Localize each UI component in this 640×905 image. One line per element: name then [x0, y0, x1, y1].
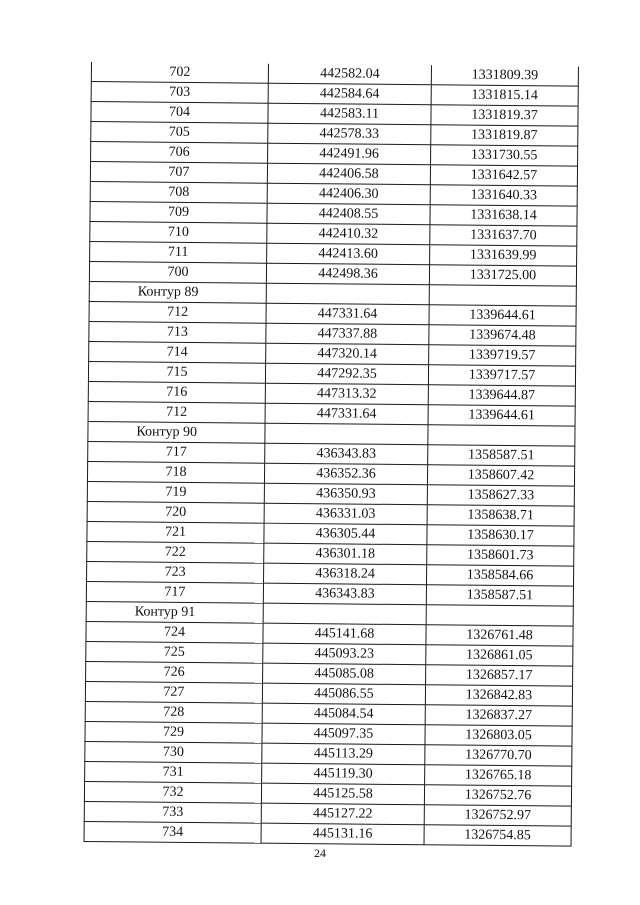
point-number-cell: 712 [89, 301, 266, 323]
point-number-cell: 727 [85, 681, 262, 703]
point-number-cell: 709 [90, 201, 267, 223]
x-coordinate-cell: 447337.88 [266, 323, 429, 345]
x-coordinate-cell: 445119.30 [262, 763, 425, 785]
point-number-cell: 721 [87, 521, 264, 543]
y-coordinate-cell: 1339644.61 [428, 405, 575, 426]
empty-cell [263, 603, 426, 625]
y-coordinate-cell: 1331640.33 [430, 185, 577, 206]
y-coordinate-cell: 1339644.61 [429, 305, 576, 326]
point-number-cell: 710 [90, 221, 267, 243]
x-coordinate-cell: 447313.32 [265, 383, 428, 405]
x-coordinate-cell: 445093.23 [263, 643, 426, 665]
point-number-cell: 724 [86, 621, 263, 643]
point-number-cell: 729 [85, 721, 262, 743]
x-coordinate-cell: 442406.58 [267, 163, 430, 185]
x-coordinate-cell: 442408.55 [267, 203, 430, 225]
point-number-cell: 734 [84, 821, 261, 843]
contour-label: Контур 89 [89, 281, 266, 303]
x-coordinate-cell: 445131.16 [261, 823, 424, 845]
y-coordinate-cell: 1339674.48 [429, 325, 576, 346]
x-coordinate-cell: 436331.03 [264, 503, 427, 525]
y-coordinate-cell: 1331819.87 [431, 125, 578, 146]
x-coordinate-cell: 442578.33 [268, 123, 431, 145]
x-coordinate-cell: 442413.60 [267, 243, 430, 265]
point-number-cell: 722 [87, 541, 264, 563]
x-coordinate-cell: 447292.35 [265, 363, 428, 385]
y-coordinate-cell: 1339717.57 [428, 365, 575, 386]
x-coordinate-cell: 442584.64 [268, 83, 431, 105]
empty-cell [266, 283, 429, 305]
y-coordinate-cell: 1358607.42 [427, 465, 574, 486]
x-coordinate-cell: 442491.96 [268, 143, 431, 165]
point-number-cell: 718 [87, 461, 264, 483]
point-number-cell: 719 [87, 481, 264, 503]
y-coordinate-cell: 1331642.57 [430, 165, 577, 186]
y-coordinate-cell: 1331809.39 [431, 65, 578, 86]
y-coordinate-cell: 1331638.14 [430, 205, 577, 226]
y-coordinate-cell: 1358638.71 [427, 505, 574, 526]
x-coordinate-cell: 442406.30 [267, 183, 430, 205]
x-coordinate-cell: 447331.64 [266, 303, 429, 325]
point-number-cell: 702 [91, 62, 268, 83]
y-coordinate-cell: 1331725.00 [429, 265, 576, 286]
empty-cell [265, 423, 428, 445]
x-coordinate-cell: 447320.14 [266, 343, 429, 365]
contour-label: Контур 90 [88, 421, 265, 443]
empty-cell [426, 605, 573, 626]
page-number: 24 [314, 846, 326, 860]
y-coordinate-cell: 1326761.48 [426, 625, 573, 646]
x-coordinate-cell: 436343.83 [263, 583, 426, 605]
y-coordinate-cell: 1326803.05 [425, 725, 572, 746]
x-coordinate-cell: 442583.11 [268, 103, 431, 125]
x-coordinate-cell: 436318.24 [264, 563, 427, 585]
y-coordinate-cell: 1358630.17 [427, 525, 574, 546]
point-number-cell: 705 [91, 122, 268, 144]
y-coordinate-cell: 1331819.37 [431, 105, 578, 126]
point-number-cell: 706 [91, 142, 268, 164]
empty-cell [429, 285, 576, 306]
point-number-cell: 728 [85, 701, 262, 723]
y-coordinate-cell: 1339719.57 [429, 345, 576, 366]
y-coordinate-cell: 1358587.51 [426, 585, 573, 606]
x-coordinate-cell: 445113.29 [262, 743, 425, 765]
point-number-cell: 716 [88, 381, 265, 403]
point-number-cell: 726 [86, 661, 263, 683]
coordinates-table-wrapper [84, 62, 577, 847]
point-number-cell: 730 [85, 741, 262, 763]
y-coordinate-cell: 1358587.51 [428, 445, 575, 466]
y-coordinate-cell: 1326857.17 [426, 665, 573, 686]
point-number-cell: 708 [90, 181, 267, 203]
y-coordinate-cell: 1331815.14 [431, 85, 578, 106]
x-coordinate-cell: 436350.93 [264, 483, 427, 505]
point-number-cell: 717 [88, 441, 265, 463]
contour-label: Контур 91 [86, 601, 263, 623]
x-coordinate-cell: 436305.44 [264, 523, 427, 545]
point-number-cell: 732 [84, 781, 261, 803]
x-coordinate-cell: 445097.35 [262, 723, 425, 745]
point-number-cell: 733 [84, 801, 261, 823]
y-coordinate-cell: 1326837.27 [425, 705, 572, 726]
point-number-cell: 717 [86, 581, 263, 603]
table-row [84, 821, 571, 846]
y-coordinate-cell: 1326770.70 [425, 745, 572, 766]
x-coordinate-cell: 445141.68 [263, 623, 426, 645]
empty-cell [428, 425, 575, 446]
x-coordinate-cell: 445125.58 [261, 783, 424, 805]
y-coordinate-cell: 1358627.33 [427, 485, 574, 506]
coordinates-table [84, 62, 579, 847]
x-coordinate-cell: 445085.08 [263, 663, 426, 685]
y-coordinate-cell: 1331637.70 [430, 225, 577, 246]
x-coordinate-cell: 436301.18 [264, 543, 427, 565]
y-coordinate-cell: 1358584.66 [426, 565, 573, 586]
x-coordinate-cell: 442582.04 [268, 64, 431, 85]
y-coordinate-cell: 1358601.73 [427, 545, 574, 566]
x-coordinate-cell: 445086.55 [262, 683, 425, 705]
point-number-cell: 731 [85, 761, 262, 783]
y-coordinate-cell: 1339644.87 [428, 385, 575, 406]
x-coordinate-cell: 436352.36 [264, 463, 427, 485]
point-number-cell: 711 [90, 241, 267, 263]
y-coordinate-cell: 1331639.99 [430, 245, 577, 266]
y-coordinate-cell: 1326765.18 [425, 765, 572, 786]
x-coordinate-cell: 442498.36 [266, 263, 429, 285]
point-number-cell: 715 [88, 361, 265, 383]
point-number-cell: 725 [86, 641, 263, 663]
point-number-cell: 703 [91, 82, 268, 104]
point-number-cell: 712 [88, 401, 265, 423]
point-number-cell: 707 [90, 162, 267, 184]
point-number-cell: 704 [91, 102, 268, 124]
point-number-cell: 700 [89, 261, 266, 283]
point-number-cell: 720 [87, 501, 264, 523]
point-number-cell: 714 [89, 341, 266, 363]
x-coordinate-cell: 436343.83 [265, 443, 428, 465]
y-coordinate-cell: 1326861.05 [426, 645, 573, 666]
y-coordinate-cell: 1331730.55 [431, 145, 578, 166]
y-coordinate-cell: 1326754.85 [424, 825, 571, 846]
x-coordinate-cell: 447331.64 [265, 403, 428, 425]
y-coordinate-cell: 1326842.83 [425, 685, 572, 706]
point-number-cell: 713 [89, 321, 266, 343]
point-number-cell: 723 [87, 561, 264, 583]
y-coordinate-cell: 1326752.76 [424, 785, 571, 806]
y-coordinate-cell: 1326752.97 [424, 805, 571, 826]
x-coordinate-cell: 442410.32 [267, 223, 430, 245]
x-coordinate-cell: 445084.54 [262, 703, 425, 725]
x-coordinate-cell: 445127.22 [261, 803, 424, 825]
